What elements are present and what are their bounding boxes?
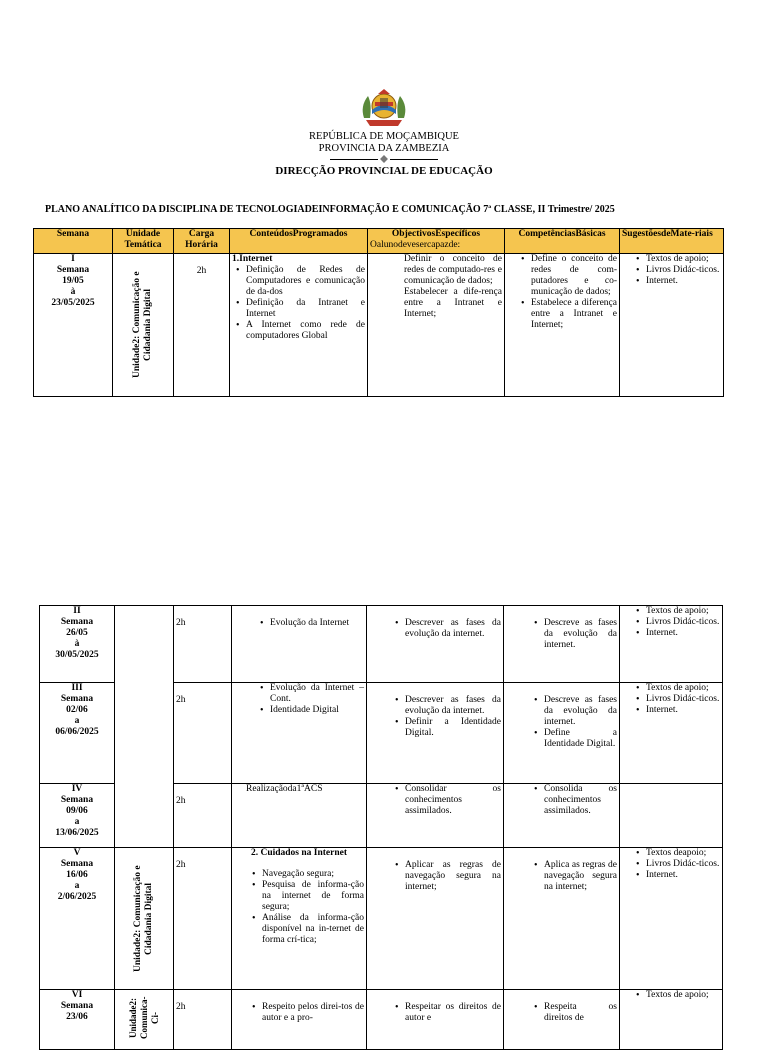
materials-cell-empty [620,784,723,848]
week-number: I [71,254,75,264]
list-item: • Definição da Intranet e Internet [246,298,365,320]
week-cell [40,784,115,848]
week-start: 19/05 [62,276,84,286]
plan-table-page1 [33,228,724,397]
list-item: • Respeita os direitos de [544,1002,617,1024]
header-objectivos-title: ObjectivosEspecíficos [391,229,481,239]
week-cell [40,606,115,683]
header-semana: Semana [34,229,113,254]
week-label: Semana [60,617,94,627]
week-label: Semana [60,1001,94,1011]
content-cell [232,606,367,683]
list-item: • Definição de Redes de Computadores e comunicação de da-dos [246,265,365,298]
unit-cell [115,848,174,990]
week-label: Semana [60,694,94,704]
hours-cell: 2h [174,683,232,784]
week-sep: à [70,287,76,297]
table-row [40,606,723,683]
materials-cell [620,683,723,784]
objectives-cell [367,848,504,990]
competencies-cell [504,683,620,784]
list-item: • Pesquisa de informa-ção na internet de forma segura; [262,880,364,913]
unit-cell [113,254,174,397]
content-cell [232,683,367,784]
hours-cell: 2h [174,990,232,1050]
list-item: • Internet. [646,276,721,287]
list-item: • Descrever as fases da evolução da internet. [405,618,501,640]
competencies-cell [504,606,620,683]
week-label: Semana [60,795,94,805]
list-item: • Textos de apoio; [646,990,720,1001]
list-item: • Identidade Digital [270,705,364,716]
week-start: 16/06 [66,870,88,880]
week-cell [34,254,113,397]
week-end: 2/06/2025 [57,892,97,902]
list-item: • Internet. [646,870,720,881]
list-item: • Descreve as fases da evolução da internet. [544,695,617,728]
table-row [34,254,724,397]
materials-cell [620,606,723,683]
list-item: • Consolidar os conhecimentos assimilados. [405,784,501,817]
header-objectivos-sub: Oalunodevesercapazde: [370,240,461,250]
unit-label-partial: Unidade2: Comunica- Ci- [127,996,160,1040]
list-item: • Evolução da Internet [270,618,364,629]
list-item: • Livros Didác-ticos. [646,859,720,870]
competencies-cell [504,784,620,848]
table-row [40,990,723,1050]
coat-of-arms-emblem [358,88,410,130]
week-start: 23/06 [66,1012,88,1022]
list-item: • Livros Didác-ticos. [646,265,721,276]
list-item: • Internet. [646,628,720,639]
hours-cell: 2h [174,606,232,683]
list-item: • Define a Identidade Digital. [544,728,617,750]
divider-diamond-icon [380,155,388,163]
header-sugestoes: SugestõesdeMate-riais [620,229,724,254]
week-number: VI [71,990,83,1000]
unit-label: Unidade2: Comunicação e Cidadania Digital [132,271,153,379]
materials-cell [620,848,723,990]
content-title: 2. Cuidados na Internet [250,848,348,858]
week-end: 23/05/2025 [51,298,95,308]
list-item: • Textos de apoio; [646,606,720,617]
hours-cell: 2h [174,784,232,848]
list-item: • Análise da informa-ção disponível na in-ternet de forma crí-tica; [262,913,364,946]
week-number: V [73,848,81,858]
week-cell [40,848,115,990]
week-number: II [73,606,81,616]
unit-cell [115,990,174,1050]
header-carga: Carga Horária [174,229,230,254]
list-item: • Consolida os conhecimentos assimilados. [544,784,617,817]
materials-cell [620,254,724,397]
header-unidade: Unidade Temática [113,229,174,254]
week-cell [40,683,115,784]
week-cell [40,990,115,1050]
week-start: 02/06 [66,705,88,715]
week-end: 06/06/2025 [55,727,99,737]
list-item: • Aplica as regras de navegação segura na internet; [544,860,617,893]
list-item: • Evolução da Internet – Cont. [270,683,364,705]
week-end: 30/05/2025 [55,650,99,660]
list-item: • Livros Didác-ticos. [646,617,720,628]
list-item: • Respeitar os direitos de autor e [405,1002,501,1024]
table-row [40,848,723,990]
header-competencias: CompetênciasBásicas [505,229,620,254]
week-start: 09/06 [66,806,88,816]
unit-label: Unidade2: Comunicação e Cidadania Digital [133,865,154,972]
week-end: 13/06/2025 [55,828,99,838]
list-item: • Descreve as fases da evolução da internet. [544,618,617,651]
country-name: REPÚBLICA DE MOÇAMBIQUE [309,131,459,142]
list-item: • A Internet como rede de computadores Global [246,320,365,342]
competencies-cell [504,848,620,990]
header-conteudos: ConteúdosProgramados [230,229,368,254]
list-item: • Define o conceito de redes de com-putadores e co-municação de dados; [531,254,617,298]
week-label: Semana [56,265,90,275]
content-cell [230,254,368,397]
objectives-cell [368,254,505,397]
week-sep: a [74,817,80,827]
list-item: • Estabelece a diferença entre a Intranet e Internet; [531,298,617,331]
document-header [0,88,768,177]
directorate-name: DIRECÇÃO PROVINCIAL DE EDUCAÇÃO [275,165,493,177]
province-name: PROVINCIA DA ZAMBEZIA [318,143,450,154]
list-item: • Livros Didác-ticos. [646,694,720,705]
list-item: • Respeito pelos direi-tos de autor e a pro- [262,1002,364,1024]
competencies-cell [505,254,620,397]
objectives-cell [367,784,504,848]
list-item: • Definir a Identidade Digital. [405,717,501,739]
header-objectivos [368,229,505,254]
plan-table-page2 [39,605,723,1050]
week-number: III [71,683,83,693]
week-label: Semana [60,859,94,869]
objectives-cell [367,683,504,784]
hours-cell: 2h [174,254,230,397]
content-cell [232,990,367,1050]
list-item: Definir o conceito de redes de computado-res e comunicação de dados; [404,254,502,286]
week-number: IV [71,784,83,794]
content-title: 1.Internet [232,254,273,264]
materials-cell [620,990,723,1050]
list-item: • Textos de apoio; [646,683,720,694]
objectives-cell [367,990,504,1050]
list-item: • Aplicar as regras de navegação segura na internet; [405,860,501,893]
week-start: 26/05 [66,628,88,638]
content-plain: Realizaçãoda1ªACS [246,784,323,794]
header-divider [0,155,768,163]
objectives-cell [367,606,504,683]
week-sep: à [74,639,80,649]
competencies-cell [504,990,620,1050]
content-cell [232,784,367,848]
week-sep: a [74,716,80,726]
list-item: • Textos deapoio; [646,848,720,859]
plan-title: PLANO ANALÍTICO DA DISCIPLINA DE TECNOLOGIADEINFORMAÇÃO E COMUNICAÇÃO 7ª CLASSE, II Trimestre/ 2025 [45,204,615,215]
list-item: • Internet. [646,705,720,716]
list-item: • Descrever as fases da evolução da internet. [405,695,501,717]
list-item: • Navegação segura; [262,869,364,880]
content-cell [232,848,367,990]
list-item: • Textos de apoio; [646,254,721,265]
list-item: Estabelecer a dife-rença entre a Intranet e Internet; [404,287,502,319]
hours-cell: 2h [174,848,232,990]
unit-cell-empty [115,606,174,848]
week-sep: a [74,881,80,891]
